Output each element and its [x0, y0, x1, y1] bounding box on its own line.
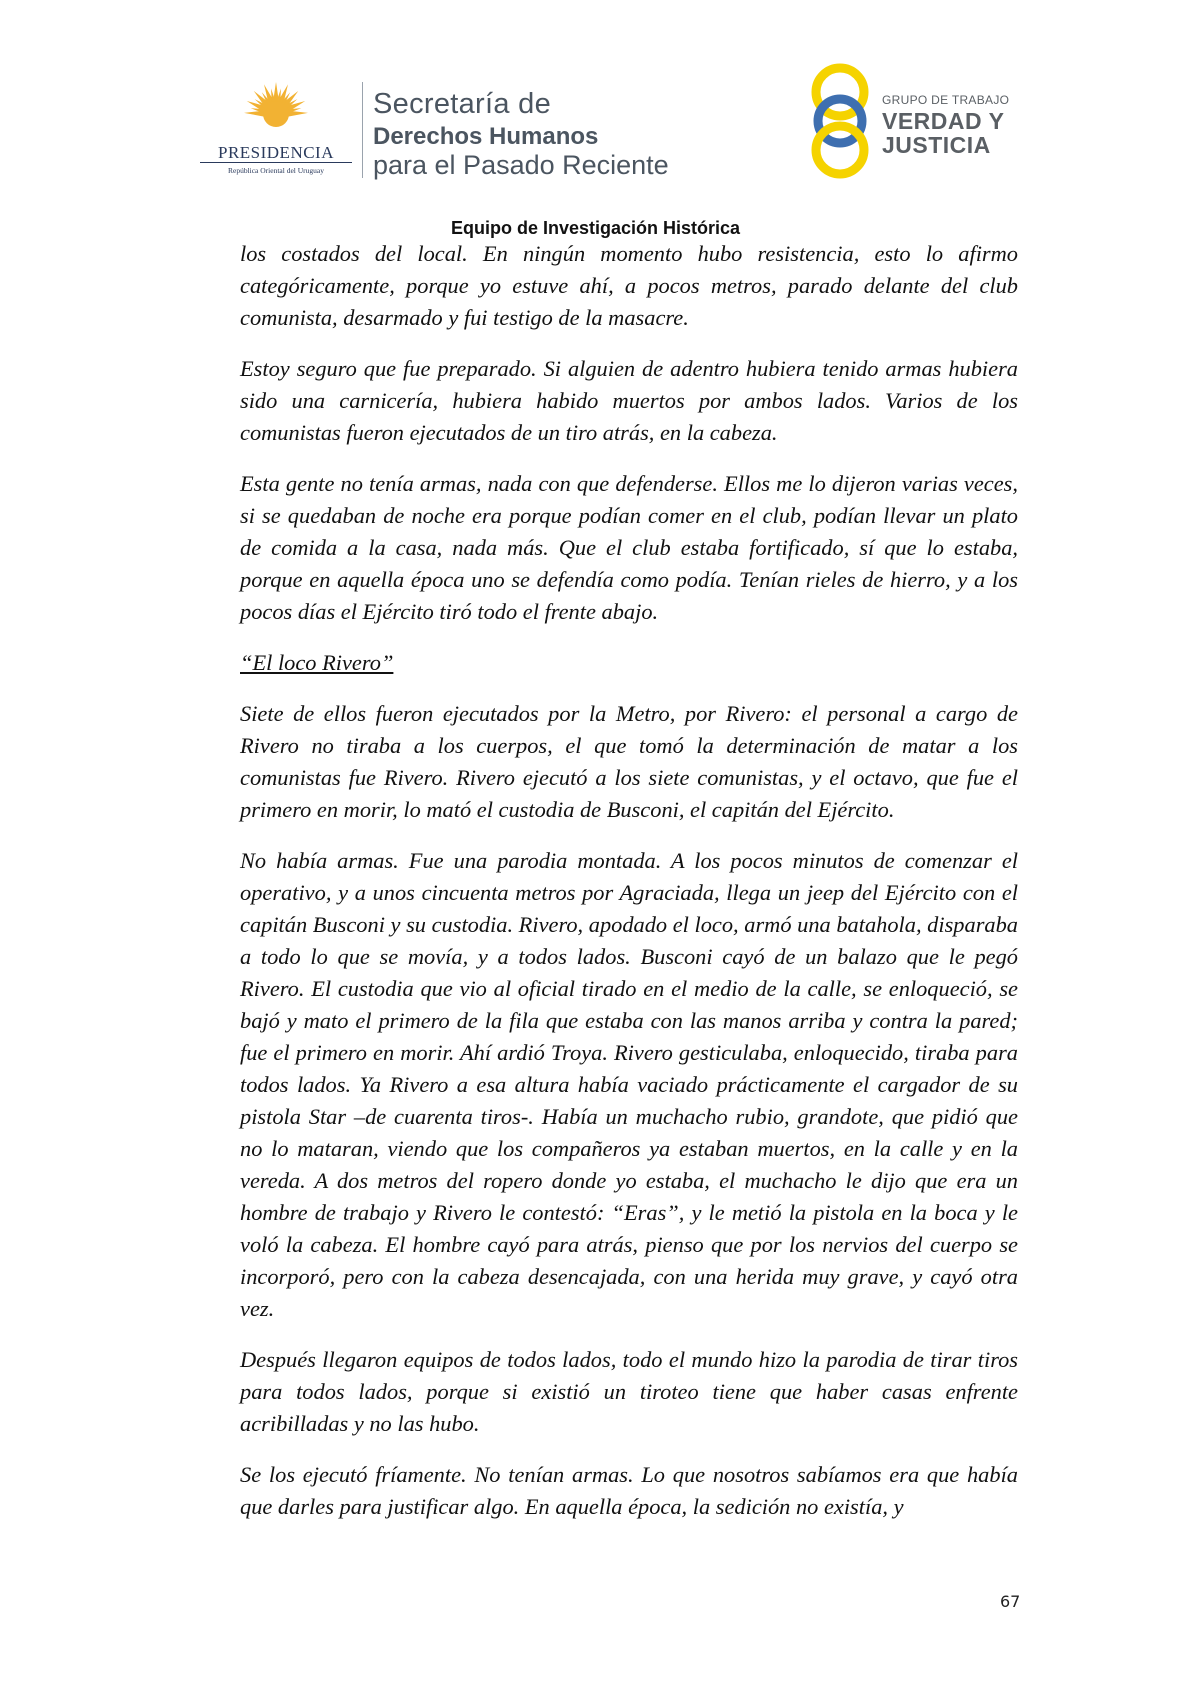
- gtvj-line-3: JUSTICIA: [882, 132, 991, 158]
- paragraph: Esta gente no tenía armas, nada con que defenderse. Ellos me lo dijeron varias veces, si se quedaban de noche era porque podían comer en el club, podían llevar un plato de comida a la casa, nada más. Que el club estaba fortificado, sí que lo estaba, porque en aquella época uno se defendía como podía. Tenían rieles de hierro, y a los pocos días el Ejército tiró todo el frente abajo.: [240, 471, 1018, 624]
- secretaria-line-3: para el Pasado Reciente: [373, 150, 669, 180]
- paragraph: Después llegaron equipos de todos lados, todo el mundo hizo la parodia de tirar tiros para todos lados, porque si existió un tiroteo tiene que haber casas enfrente acribilladas y no las hubo.: [240, 1347, 1018, 1436]
- section-subheading: [240, 647, 1018, 679]
- team-title: Equipo de Investigación Histórica: [450, 218, 741, 238]
- section-subheading-text: “El loco Rivero”: [240, 650, 394, 675]
- secretaria-line-2: Derechos Humanos: [373, 123, 599, 150]
- paragraph: los costados del local. En ningún momento hubo resistencia, esto lo afirmo categóricamente, porque yo estuve ahí, a pocos metros, parado delante del club comunista, desarmado y fui testigo de la masacre.: [240, 241, 1018, 330]
- presidencia-subtitle: República Oriental del Uruguay: [227, 166, 324, 175]
- paragraph: No había armas. Fue una parodia montada. A los pocos minutos de comenzar el operativo, y a unos cincuenta metros por Agraciada, llega un jeep del Ejército con el capitán Busconi y su custodia. Rivero, apodado el loco, armó una batahola, disparaba a todo lo que se movía, y a todos lados. Busconi cayó de un balazo que le pegó Rivero. El custodia que vio al oficial tirado en el medio de la calle, se enloqueció, se bajó y mato el primero de la fila que estaba con las manos arriba y contra la pared; fue el primero en morir. Ahí ardió Troya. Rivero gesticulaba, enloquecido, tiraba para todos lados. Ya Rivero a esa altura había vaciado prácticamente el cargador de su pistola Star –de cuarenta tiros-. Había un muchacho rubio, grandote, que pidió que no lo mataran, viendo que los compañeros ya estaban muertos, en la calle y en la vereda. A dos metros del ropero donde yo estaba, el muchacho le dijo que era un hombre de trabajo y Rivero le contestó: “Eras”, y le metió la pistola en la boca y le voló la cabeza. El hombre cayó para atrás, pienso que por los nervios del cuerpo se incorporó, pero con la cabeza desencajada, con una herida muy grave, y cayó otra vez.: [240, 848, 1018, 1321]
- secretaria-logo-text: [373, 90, 669, 179]
- page-number: 67: [1000, 1592, 1021, 1611]
- gtvj-logo-text: [882, 94, 1009, 157]
- paragraph: Estoy seguro que fue preparado. Si alguien de adentro hubiera tenido armas hubiera sido una carnicería, hubiera habido muertos por ambos lados. Varios de los comunistas fueron ejecutados de un tiro atrás, en la cabeza.: [240, 356, 1018, 445]
- presidencia-name: PRESIDENCIA: [217, 143, 334, 162]
- paragraph: Se los ejecutó fríamente. No tenían armas. Lo que nosotros sabíamos era que había que darles para justificar algo. En aquella época, la sedición no existía, y: [240, 1462, 1018, 1519]
- sun-emblem-icon: [238, 80, 314, 144]
- gtvj-line-1: GRUPO DE TRABAJO: [882, 93, 1010, 107]
- rings-logo-icon: [803, 62, 877, 180]
- gtvj-line-2: VERDAD Y: [882, 108, 1005, 134]
- document-body: [240, 238, 1018, 1542]
- secretaria-line-1: Secretaría de: [373, 88, 551, 120]
- paragraph: Siete de ellos fueron ejecutados por la Metro, por Rivero: el personal a cargo de Rivero no tiraba a los cuerpos, el que tomó la determinación de matar a los comunistas fue Rivero. Rivero ejecutó a los siete comunistas, y el octavo, que fue el primero en morir, lo mató el custodia de Busconi, el capitán del Ejército.: [240, 701, 1018, 822]
- presidencia-logo: [196, 80, 356, 180]
- header-separator: [362, 82, 363, 178]
